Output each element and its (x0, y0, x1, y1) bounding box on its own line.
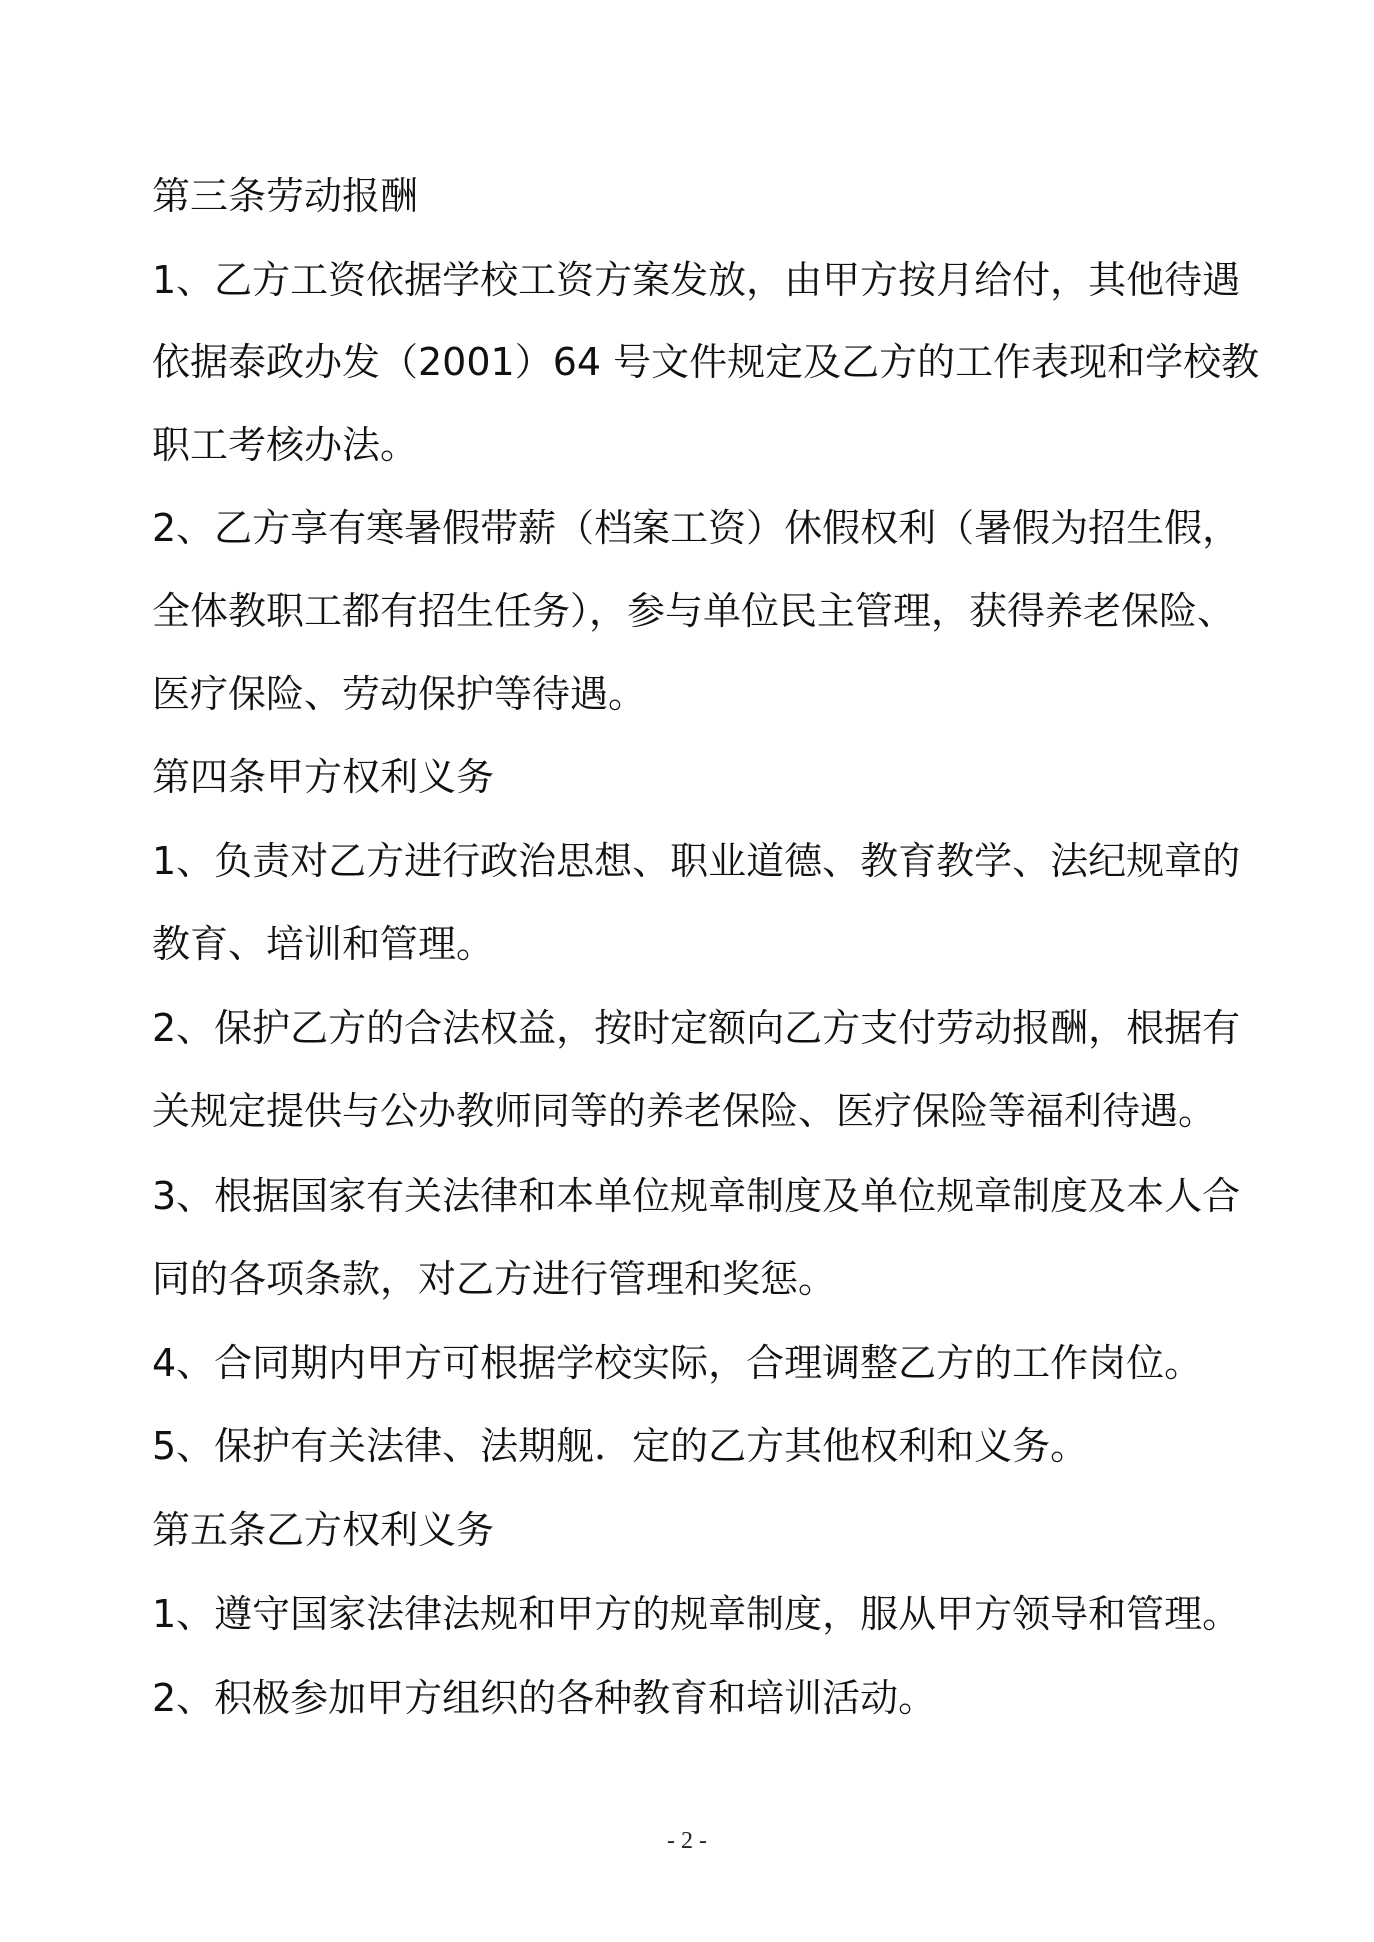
section-heading-4: 第四条甲方权利义务 (152, 755, 495, 799)
text-line: 1、乙方工资依据学校工资方案发放，由甲方按月给付，其他待遇 (152, 258, 1241, 302)
document-page (152, 0, 1260, 1942)
page-number: - 2 - (667, 1828, 707, 1854)
text-line: 职工考核办法。 (152, 423, 419, 467)
text-line: 2、乙方享有寒暑假带薪（档案工资）休假权利（暑假为招生假， (152, 506, 1241, 550)
section-heading-3: 第三条劳动报酬 (152, 174, 419, 218)
text-line: 2、保护乙方的合法权益，按时定额向乙方支付劳动报酬，根据有 (152, 1006, 1241, 1050)
text-line: 1、遵守国家法律法规和甲方的规章制度，服从甲方领导和管理。 (152, 1592, 1241, 1636)
text-line: 同的各项条款，对乙方进行管理和奖惩。 (152, 1257, 837, 1301)
text-line: 全体教职工都有招生任务），参与单位民主管理，获得养老保险、 (152, 589, 1236, 633)
text-line: 教育、培训和管理。 (152, 922, 495, 966)
text-line: 2、积极参加甲方组织的各种教育和培训活动。 (152, 1676, 937, 1720)
text-line: 1、负责对乙方进行政治思想、职业道德、教育教学、法纪规章的 (152, 839, 1241, 883)
section-heading-5: 第五条乙方权利义务 (152, 1508, 495, 1552)
text-line: 医疗保险、劳动保护等待遇。 (152, 672, 647, 716)
text-line: 4、合同期内甲方可根据学校实际，合理调整乙方的工作岗位。 (152, 1341, 1203, 1385)
text-line: 3、根据国家有关法律和本单位规章制度及单位规章制度及本人合 (152, 1174, 1241, 1218)
text-line: 5、保护有关法律、法期舰．定的乙方其他权利和义务。 (152, 1424, 1089, 1468)
text-line: 关规定提供与公办教师同等的养老保险、医疗保险等福利待遇。 (152, 1089, 1217, 1133)
text-line: 依据泰政办发（2001）64 号文件规定及乙方的工作表现和学校教 (152, 340, 1260, 384)
